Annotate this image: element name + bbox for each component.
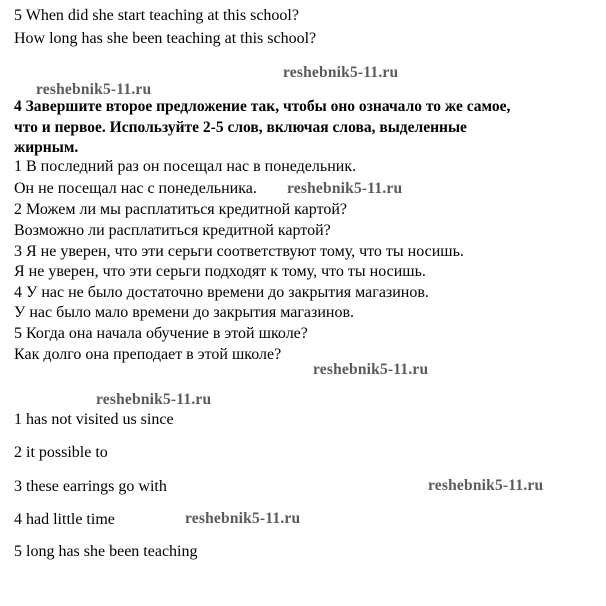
sentence-line: Как долго она преподает в этой школе? (14, 346, 282, 363)
question-5-english: 5 When did she start teaching at this school? (14, 7, 299, 24)
watermark: reshebnik5-11.ru (36, 81, 152, 98)
sentence-line: 4 У нас не было достаточно времени до закрытия магазинов. (14, 284, 429, 301)
sentence-line: Я не уверен, что эти серьги подходят к тому, что ты носишь. (14, 263, 426, 280)
task-heading-line-2: что и первое. Используйте 2-5 слов, включая слова, выделенные (14, 119, 467, 136)
answer-1: 1 has not visited us since (14, 411, 174, 428)
question-5-english-rephrased: How long has she been teaching at this school? (14, 30, 317, 47)
sentence-line: У нас было мало времени до закрытия магазинов. (14, 304, 354, 321)
watermark: reshebnik5-11.ru (283, 64, 399, 81)
watermark: reshebnik5-11.ru (428, 477, 544, 494)
answer-4: 4 had little time (14, 511, 115, 528)
sentence-line: 1 В последний раз он посещал нас в понедельник. (14, 158, 357, 175)
watermark: reshebnik5-11.ru (185, 510, 301, 527)
watermark: reshebnik5-11.ru (287, 180, 403, 197)
sentence-line: 5 Когда она начала обучение в этой школе? (14, 325, 308, 342)
answer-5: 5 long has she been teaching (14, 543, 198, 560)
sentence-line: Он не посещал нас с понедельника. (14, 180, 257, 197)
task-heading-line-1: 4 Завершите второе предложение так, чтобы оно означало то же самое, (14, 98, 511, 115)
watermark: reshebnik5-11.ru (96, 391, 212, 408)
sentence-line: Возможно ли расплатиться кредитной картой? (14, 222, 331, 239)
sentence-line: 3 Я не уверен, что эти серьги соответствуют тому, что ты носишь. (14, 243, 464, 260)
answer-2: 2 it possible to (14, 444, 108, 461)
answer-3: 3 these earrings go with (14, 478, 167, 495)
sentence-line: 2 Можем ли мы расплатиться кредитной картой? (14, 201, 348, 218)
task-heading-line-3: жирным. (14, 139, 79, 156)
watermark: reshebnik5-11.ru (313, 361, 429, 378)
